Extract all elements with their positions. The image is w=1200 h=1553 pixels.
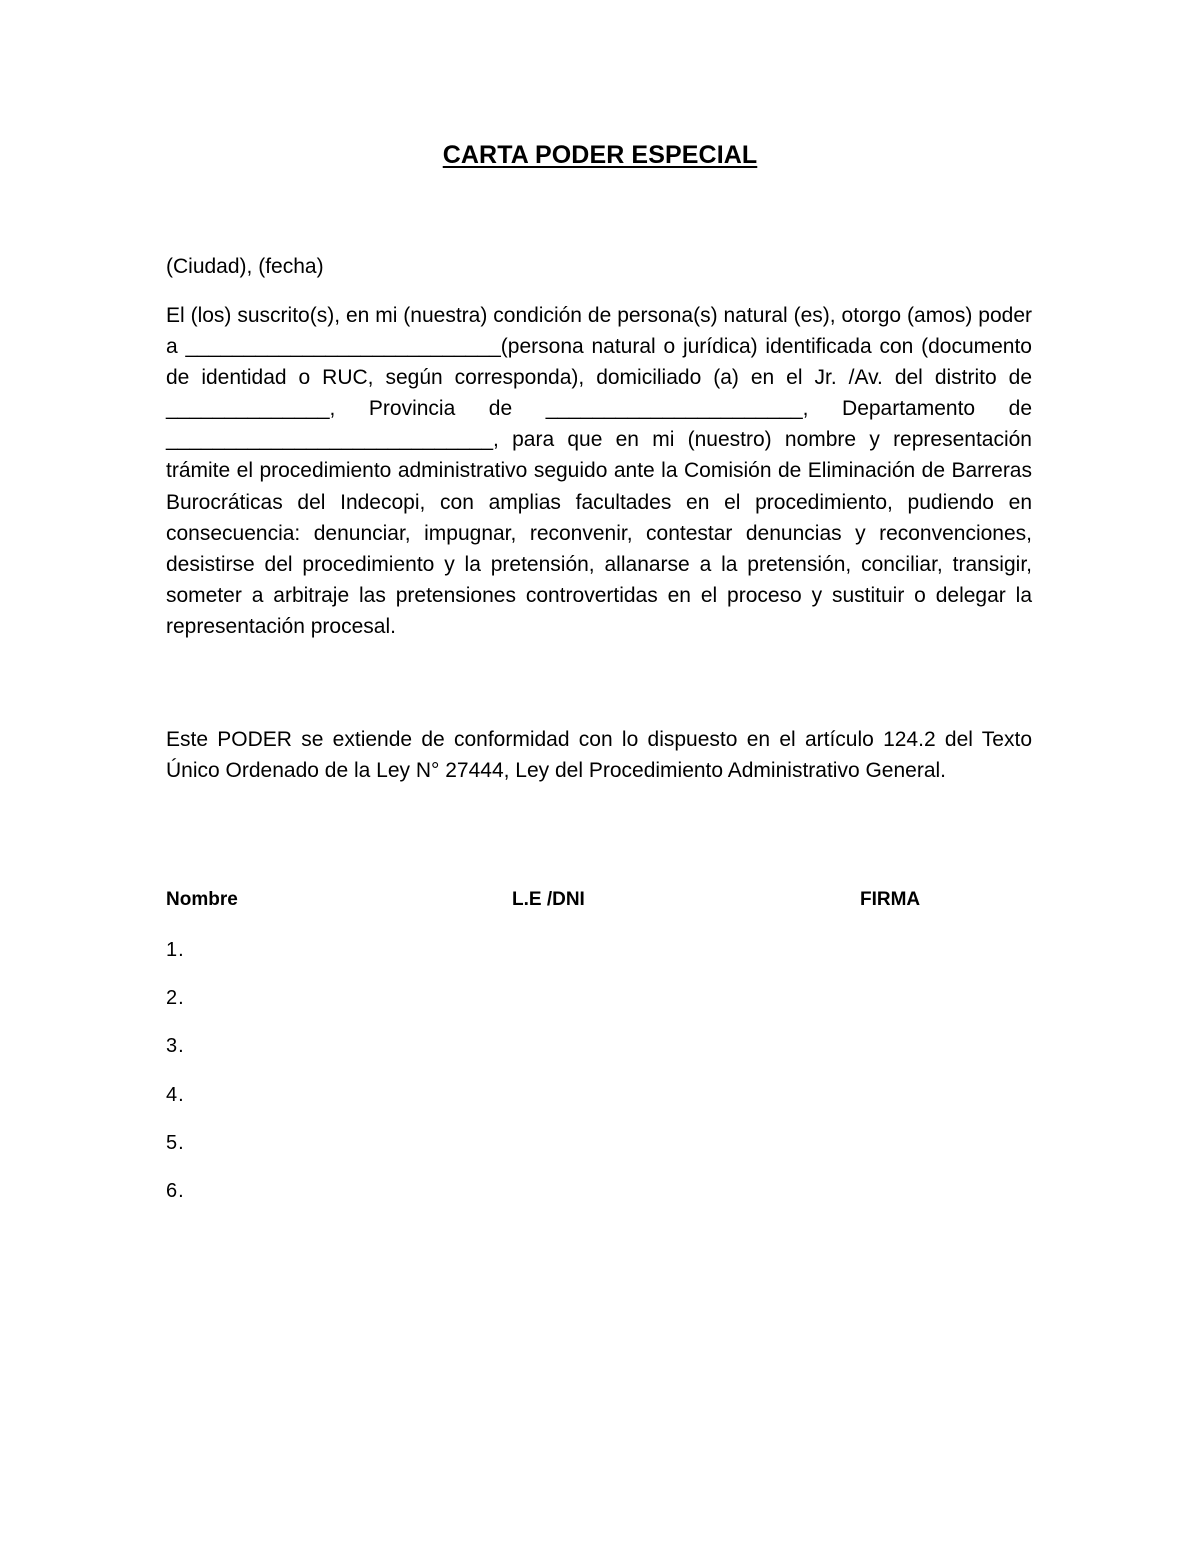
- signature-row: 4.: [166, 1083, 185, 1106]
- signature-row: 3.: [166, 1035, 185, 1058]
- power-of-attorney-paragraph: El (los) suscrito(s), en mi (nuestra) condición de persona(s) natural (es), otorgo (amos) poder a ___________________________(persona natural o jurídica) identificada con (documento de identidad o RUC, según corresponda), domiciliado (a) en el Jr. /Av. del distrito de ______________, Provincia de ______________________, Departamento de ____________________________, para que en mi (nuestro) nombre y representación trámite el procedimiento administrativo seguido ante la Comisión de Eliminación de Barreras Burocráticas del Indecopi, con amplias facultades en el procedimiento, pudiendo en consecuencia: denunciar, impugnar, reconvenir, contestar denuncias y reconvenciones, desistirse del procedimiento y la pretensión, allanarse a la pretensión, conciliar, transigir, someter a arbitraje las pretensiones controvertidas en el proceso y sustituir o delegar la representación procesal.: [166, 304, 1032, 638]
- document-title: CARTA PODER ESPECIAL: [442, 141, 758, 169]
- id-column-header: L.E /DNI: [512, 889, 585, 910]
- legal-basis-paragraph: Este PODER se extiende de conformidad con lo dispuesto en el artículo 124.2 del Texto Único Ordenado de la Ley N° 27444, Ley del Procedimiento Administrativo General.: [166, 728, 1032, 783]
- signature-row: 6.: [166, 1179, 185, 1202]
- signature-row: 2.: [166, 987, 185, 1010]
- signature-rows: [166, 934, 185, 1223]
- signature-row: 5.: [166, 1131, 185, 1154]
- signature-column-header: FIRMA: [860, 889, 921, 910]
- signature-table-header: [166, 889, 1032, 915]
- city-date-line: (Ciudad), (fecha): [166, 255, 324, 278]
- signature-row: 1.: [166, 939, 185, 961]
- name-column-header: Nombre: [166, 889, 238, 910]
